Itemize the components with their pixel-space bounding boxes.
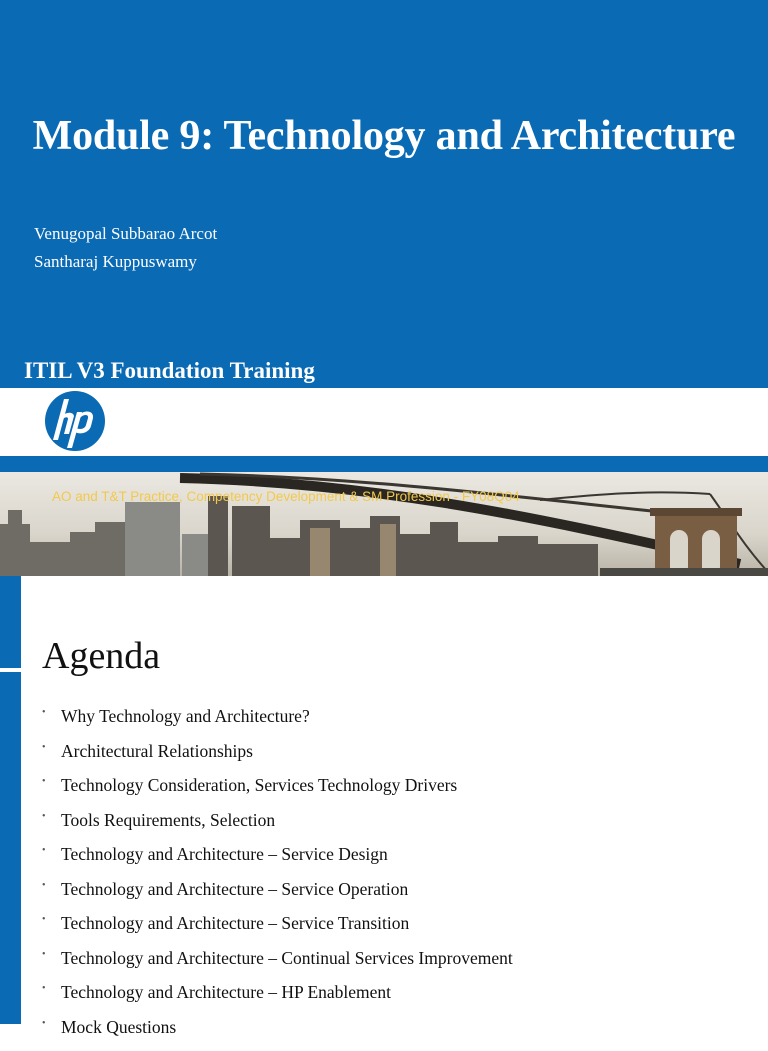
agenda-item: • Tools Requirements, Selection (42, 810, 513, 845)
agenda-item: • Technology and Architecture – Continual Services Improvement (42, 948, 513, 983)
hp-logo-icon (44, 390, 106, 452)
logo-strip (0, 388, 768, 456)
agenda-item: • Technology and Architecture – Service Operation (42, 879, 513, 914)
bullet-dot-icon: • (42, 1018, 46, 1029)
agenda-item: • Why Technology and Architecture? (42, 706, 513, 741)
footer-text: AO and T&T Practice, Competency Development & SM Profession - FY08Q04 (52, 489, 520, 504)
authors (34, 220, 217, 276)
agenda-item: • Mock Questions (42, 1017, 513, 1051)
agenda-item: • Technology Consideration, Services Technology Drivers (42, 775, 513, 810)
agenda-item: • Technology and Architecture – Service Transition (42, 913, 513, 948)
bullet-dot-icon: • (42, 776, 46, 787)
author-name: Santharaj Kuppuswamy (34, 248, 217, 276)
agenda-item: • Architectural Relationships (42, 741, 513, 776)
bullet-dot-icon: • (42, 880, 46, 891)
agenda-list (42, 706, 513, 1051)
author-name: Venugopal Subbarao Arcot (34, 220, 217, 248)
bullet-dot-icon: • (42, 914, 46, 925)
agenda-item: • Technology and Architecture – Service Design (42, 844, 513, 879)
bullet-dot-icon: • (42, 983, 46, 994)
city-bridge-photo (0, 472, 768, 576)
blue-divider (0, 456, 768, 472)
bullet-dot-icon: • (42, 811, 46, 822)
slide-title: Module 9: Technology and Architecture (0, 112, 768, 160)
bullet-dot-icon: • (42, 949, 46, 960)
left-accent-bar (0, 672, 21, 1024)
bullet-dot-icon: • (42, 742, 46, 753)
agenda-heading: Agenda (42, 634, 160, 678)
bullet-dot-icon: • (42, 845, 46, 856)
training-title: ITIL V3 Foundation Training (24, 358, 315, 384)
agenda-item: • Technology and Architecture – HP Enablement (42, 982, 513, 1017)
left-accent-bar (0, 576, 21, 668)
agenda-slide (0, 576, 768, 1024)
title-background (0, 0, 768, 388)
bullet-dot-icon: • (42, 707, 46, 718)
